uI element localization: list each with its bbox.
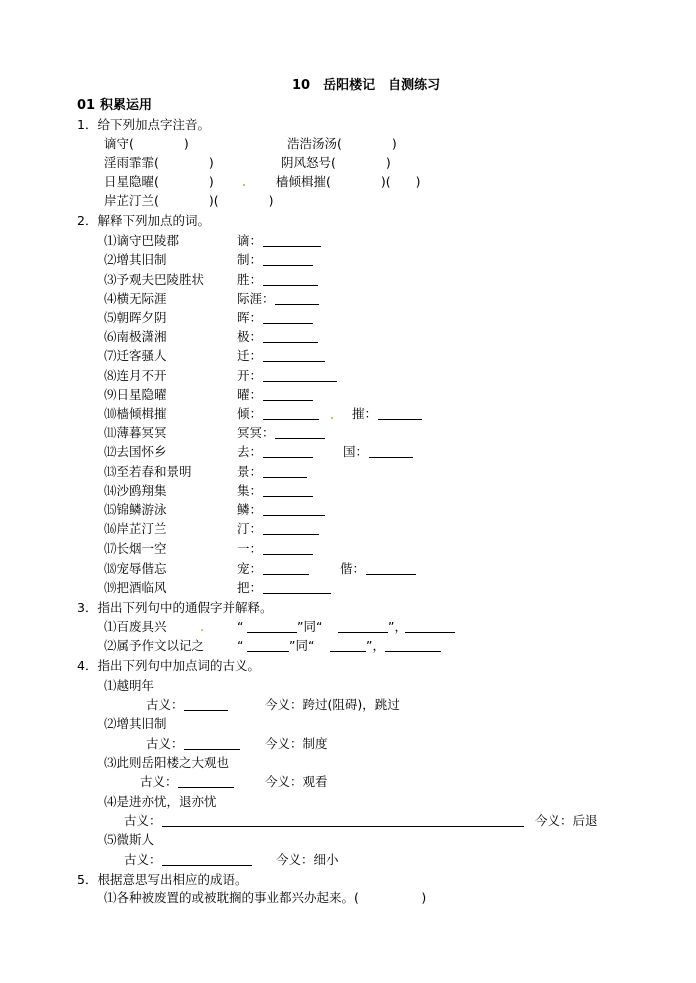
q2-phrase: ⒀至若春和景明 xyxy=(104,464,192,479)
modern-meaning: 今义：跨过(阻碍)，跳过 xyxy=(265,697,400,712)
q2-word: 冥冥： xyxy=(237,425,275,440)
q2-word: 摧： xyxy=(352,406,378,421)
stray-dot-icon xyxy=(243,184,245,186)
answer-blank[interactable] xyxy=(247,620,297,633)
q2-phrase: ⑹南极潇湘 xyxy=(104,329,167,344)
q2-phrase: ⑵增其旧制 xyxy=(104,252,167,267)
ancient-meaning-label: 古义： xyxy=(124,852,162,867)
q2-phrase: ⑼日星隐曜 xyxy=(104,387,167,402)
ancient-meaning-label: 古义： xyxy=(146,736,184,751)
q3-phrase: ⑵属予作文以记之 xyxy=(104,638,205,653)
answer-blank[interactable] xyxy=(263,407,319,420)
q2-heading: 2．解释下列加点的词。 xyxy=(77,213,210,228)
q2-word: 景： xyxy=(237,464,263,479)
q5-item[interactable]: ⑴各种被废置的或被耽搁的事业都兴办起来。( ) xyxy=(104,890,427,905)
q4-phrase: ⑶此则岳阳楼之大观也 xyxy=(104,755,230,770)
q2-phrase: ⑴谪守巴陵郡 xyxy=(104,233,180,248)
q2-phrase: ⑾薄暮冥冥 xyxy=(104,425,167,440)
modern-meaning: 今义：细小 xyxy=(276,852,339,867)
q2-word: 极： xyxy=(237,329,263,344)
q1-heading: 1．给下列加点字注音。 xyxy=(77,117,210,132)
answer-blank[interactable] xyxy=(405,620,455,633)
quote-same-as: ”同“ xyxy=(289,638,315,653)
q2-word: 开： xyxy=(237,368,263,383)
answer-blank[interactable] xyxy=(263,484,313,497)
q1-item[interactable]: 阴风怒号( ) xyxy=(281,155,391,170)
q2-word: 鳞： xyxy=(237,502,263,517)
q2-phrase: ⑿去国怀乡 xyxy=(104,444,167,459)
q2-word: 制： xyxy=(237,252,263,267)
q2-phrase: ⒄长烟一空 xyxy=(104,541,167,556)
q4-heading: 4．指出下列句中加点词的古义。 xyxy=(77,658,260,673)
answer-blank[interactable] xyxy=(263,253,313,266)
answer-blank[interactable] xyxy=(263,311,313,324)
answer-blank[interactable] xyxy=(263,465,307,478)
stray-dot-icon xyxy=(331,417,333,419)
answer-blank[interactable] xyxy=(275,426,325,439)
answer-blank[interactable] xyxy=(263,522,319,535)
ancient-meaning-label: 古义： xyxy=(146,697,184,712)
answer-blank[interactable] xyxy=(184,737,240,750)
answer-blank[interactable] xyxy=(263,369,337,382)
answer-blank[interactable] xyxy=(338,620,388,633)
q2-word: 偕： xyxy=(340,561,366,576)
quote-close: ”， xyxy=(366,638,385,653)
q1-item[interactable]: 日星隐曜( ) xyxy=(104,174,214,189)
answer-blank[interactable] xyxy=(385,639,441,652)
q2-phrase: ⒂锦鳞游泳 xyxy=(104,502,167,517)
answer-blank[interactable] xyxy=(378,407,422,420)
answer-blank[interactable] xyxy=(263,503,325,516)
modern-meaning: 今义：制度 xyxy=(265,736,328,751)
q2-word: 把： xyxy=(237,580,263,595)
q2-word: 晖： xyxy=(237,310,263,325)
answer-blank[interactable] xyxy=(184,698,228,711)
stray-dot-icon xyxy=(201,629,203,631)
q2-phrase: ⑻连月不开 xyxy=(104,368,167,383)
q2-phrase: ⒁沙鸥翔集 xyxy=(104,483,167,498)
answer-blank[interactable] xyxy=(263,388,313,401)
q1-item[interactable]: 岸芷汀兰( )( ) xyxy=(104,193,274,208)
q3-heading: 3．指出下列句中的通假字并解释。 xyxy=(77,600,273,615)
q2-word: 国： xyxy=(343,444,369,459)
answer-blank[interactable] xyxy=(263,349,325,362)
answer-blank[interactable] xyxy=(263,581,331,594)
q2-phrase: ⒃岸芷汀兰 xyxy=(104,521,167,536)
q2-word: 际涯： xyxy=(237,291,275,306)
modern-meaning: 今义：后退 xyxy=(535,813,598,828)
q1-item[interactable]: 浩浩汤汤( ) xyxy=(287,136,397,151)
page-title: 10 岳阳楼记 自测练习 xyxy=(292,78,441,93)
q2-phrase: ⑺迁客骚人 xyxy=(104,348,167,363)
quote-open: “ xyxy=(237,619,244,634)
answer-blank[interactable] xyxy=(162,814,524,827)
q2-phrase: ⒅宠辱偕忘 xyxy=(104,561,167,576)
q2-word: 一： xyxy=(237,541,263,556)
modern-meaning: 今义：观看 xyxy=(265,774,328,789)
q2-word: 曜： xyxy=(237,387,263,402)
answer-blank[interactable] xyxy=(263,273,318,286)
q2-word: 胜： xyxy=(237,272,263,287)
quote-same-as: ”同“ xyxy=(297,619,323,634)
q2-word: 宠： xyxy=(237,561,263,576)
q2-phrase: ⑶予观夫巴陵胜状 xyxy=(104,272,205,287)
q3-phrase: ⑴百废具兴 xyxy=(104,619,167,634)
answer-blank[interactable] xyxy=(369,445,413,458)
answer-blank[interactable] xyxy=(263,330,318,343)
q2-word: 集： xyxy=(237,483,263,498)
q2-word: 迁： xyxy=(237,348,263,363)
answer-blank[interactable] xyxy=(275,292,319,305)
answer-blank[interactable] xyxy=(162,853,252,866)
q4-phrase: ⑵增其旧制 xyxy=(104,716,167,731)
answer-blank[interactable] xyxy=(330,639,366,652)
quote-open: “ xyxy=(237,638,244,653)
ancient-meaning-label: 古义： xyxy=(124,813,162,828)
q1-item[interactable]: 淫雨霏霏( ) xyxy=(104,155,214,170)
ancient-meaning-label: 古义： xyxy=(140,774,178,789)
quote-close: ”， xyxy=(388,619,407,634)
q2-phrase: ⑸朝晖夕阴 xyxy=(104,310,167,325)
answer-blank[interactable] xyxy=(263,562,309,575)
section-number: 01 xyxy=(77,98,96,113)
answer-blank[interactable] xyxy=(178,775,234,788)
q2-phrase: ⑷横无际涯 xyxy=(104,291,167,306)
q2-word: 汀： xyxy=(237,521,263,536)
section-label: 积累运用 xyxy=(100,98,153,113)
q4-phrase: ⑴越明年 xyxy=(104,678,155,693)
q2-word: 谪： xyxy=(237,233,263,248)
q4-phrase: ⑸微斯人 xyxy=(104,832,155,847)
q5-heading: 5．根据意思写出相应的成语。 xyxy=(77,872,248,887)
q2-word: 倾： xyxy=(237,406,263,421)
q1-item[interactable]: 樯倾楫摧( )( ) xyxy=(276,174,421,189)
q2-phrase: ⑽樯倾楫摧 xyxy=(104,406,167,421)
q2-word: 去： xyxy=(237,444,263,459)
answer-blank[interactable] xyxy=(263,445,313,458)
q1-item[interactable]: 谪守( ) xyxy=(104,136,189,151)
q4-phrase: ⑷是进亦忧，退亦忧 xyxy=(104,794,217,809)
answer-blank[interactable] xyxy=(366,562,416,575)
q2-phrase: ⒆把酒临风 xyxy=(104,580,167,595)
answer-blank[interactable] xyxy=(247,639,289,652)
answer-blank[interactable] xyxy=(263,542,313,555)
answer-blank[interactable] xyxy=(263,234,321,247)
